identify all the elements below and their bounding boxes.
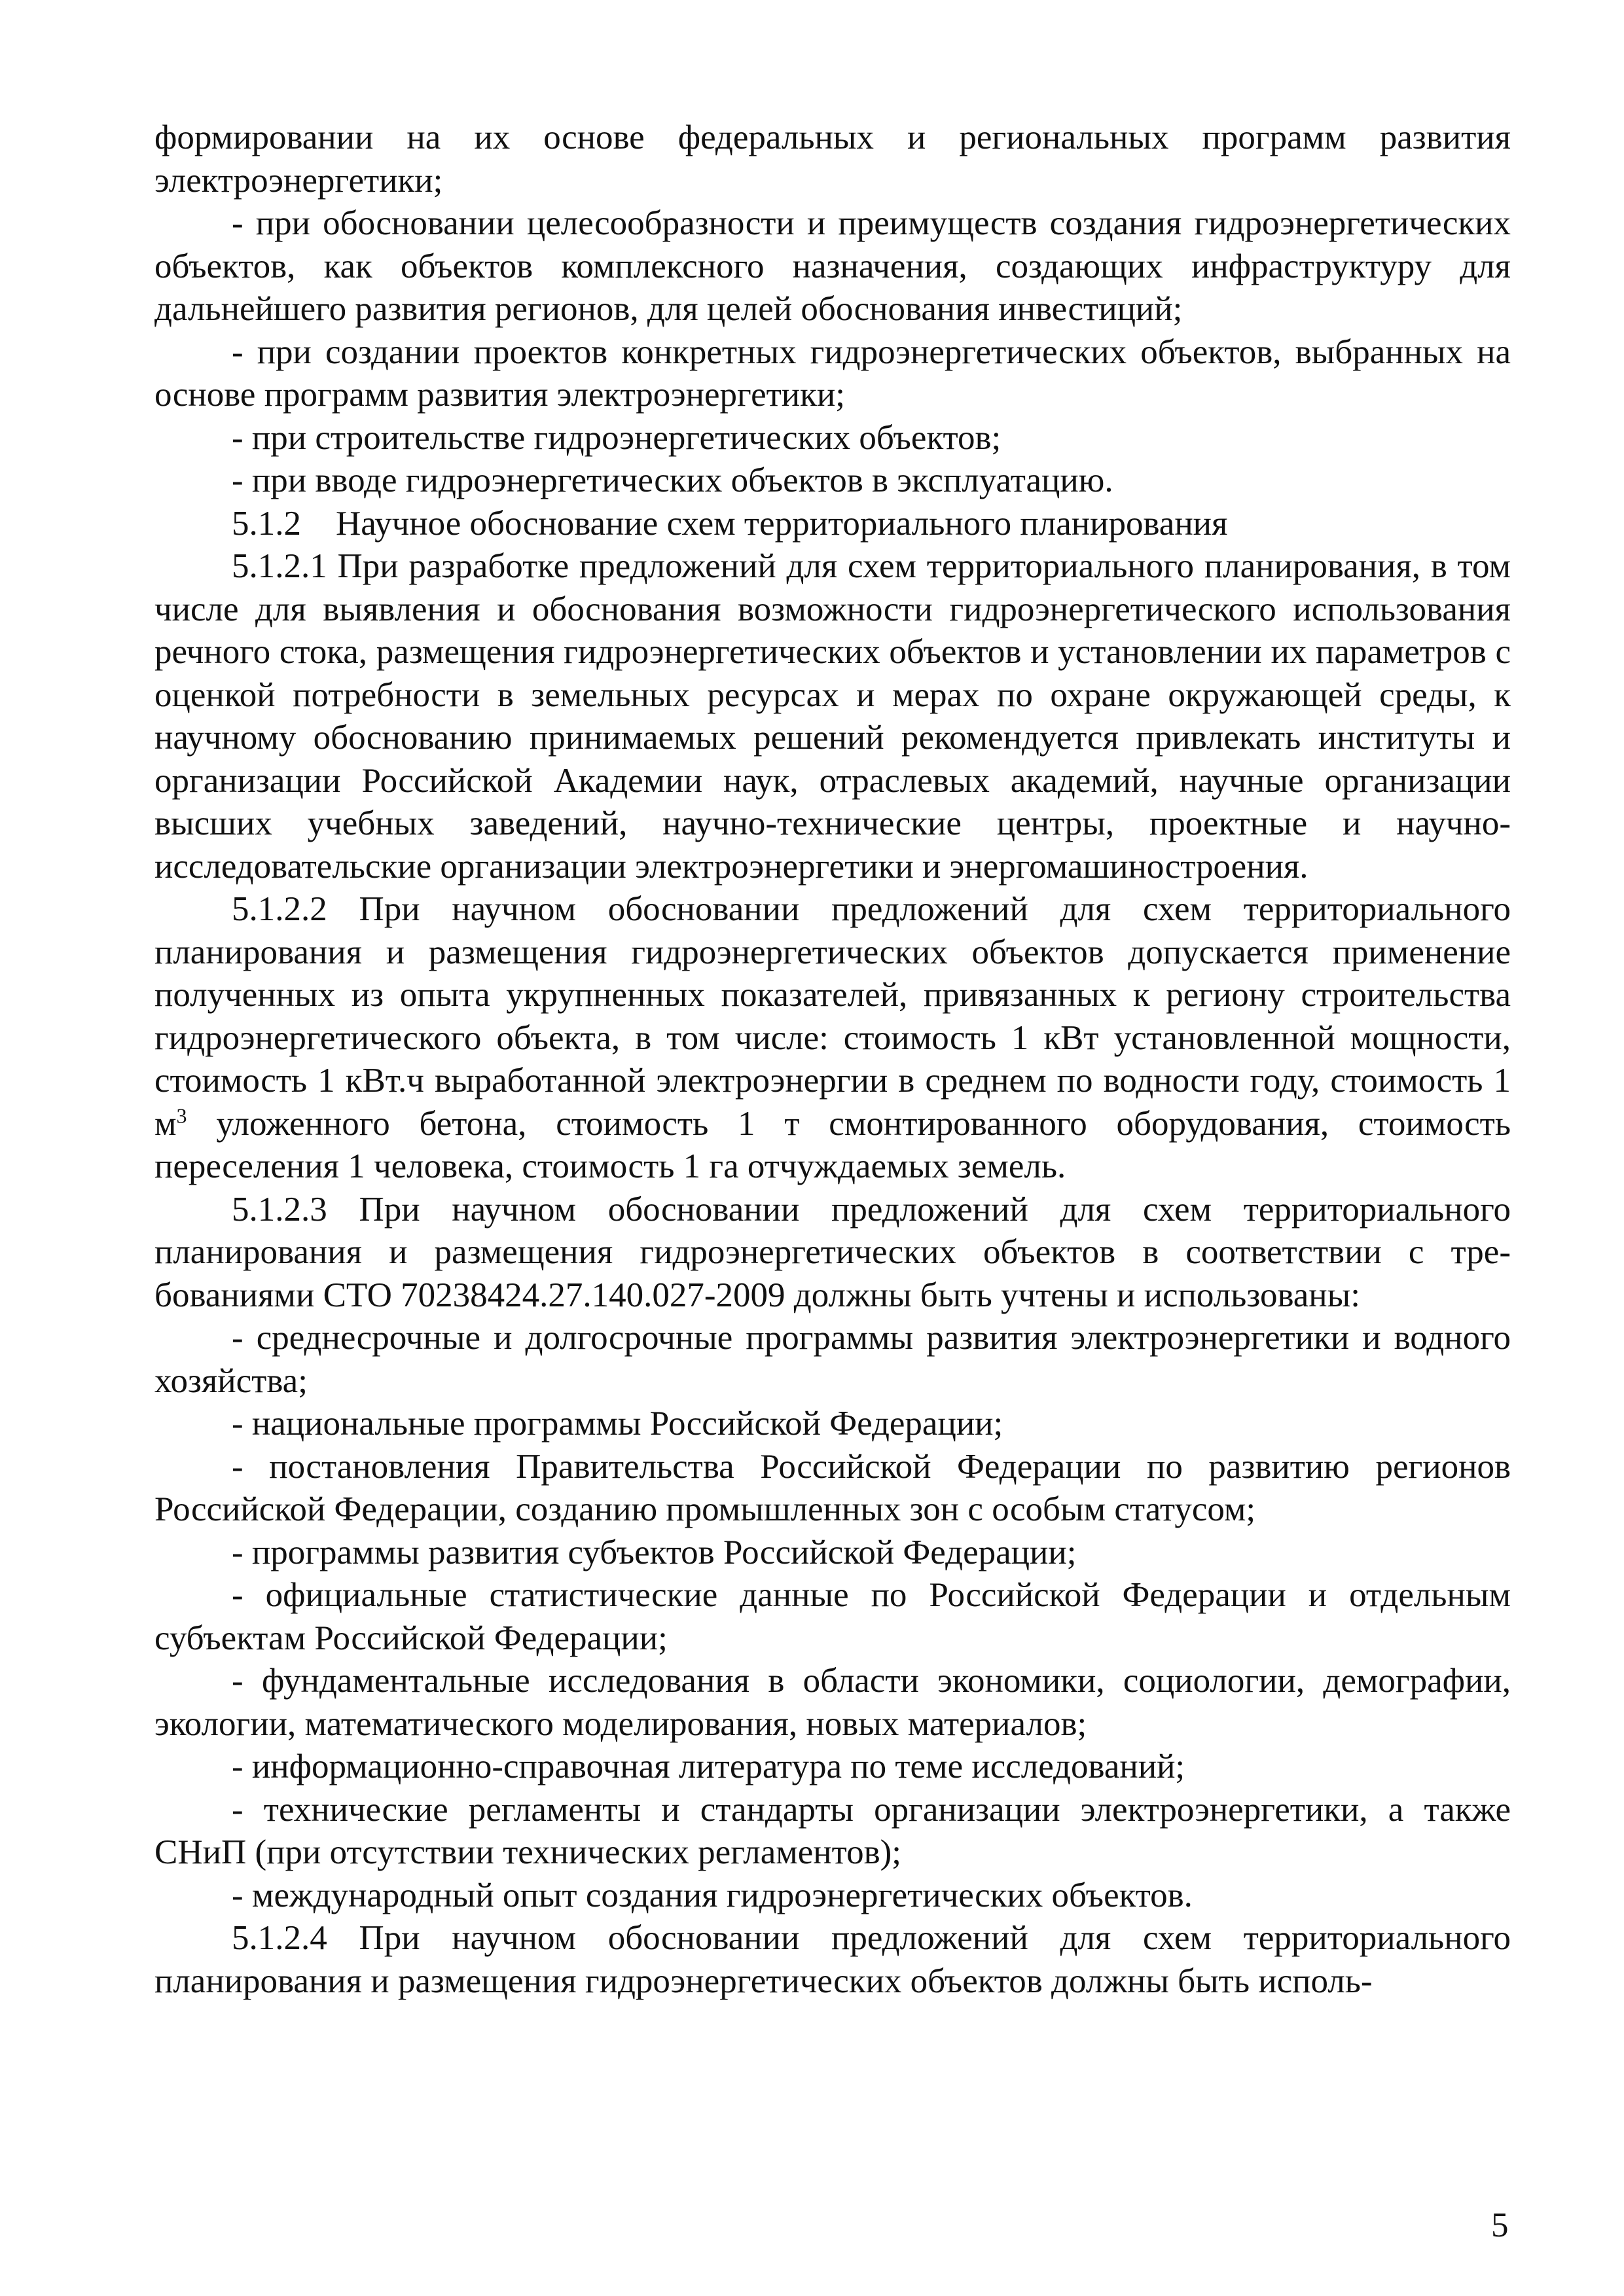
section-heading-5-1-2: 5.1.2 Научное обоснование схем территориального планирования: [232, 504, 1228, 543]
list-item-programs: - среднесрочные и долгосрочные программы развития электроэнергетики и водного хозяйства;: [154, 1319, 1511, 1400]
clause-5-1-2-2-text-a: 5.1.2.2 При научном обосновании предложений для схем территориального планирования и размещения гидроэнергетических объектов допускается применение полученных из опыта укрупненных показателей, привязанных к региону строительства гидроэнергетического объекта, в том числе: стоимость 1 кВт установленной мощности, стоимость 1 кВт.ч выработанной электроэнергии в среднем по водности году, стоимость 1 м: [154, 890, 1511, 1143]
clause-5-1-2-1: 5.1.2.1 При разработке предложений для схем территориального планирования, в том числе для выявления и обоснования возможности гидроэнергетического использования речного стока, размещения гидроэнергетических объектов и установлении их параметров с оценкой потребности в земельных ресурсах и мерах по охране окружающей среды, к научному обоснованию принимаемых решений рекомендуется привлекать институты и организации Российской Академии наук, отраслевых академий, научные организации высших учебных заведений, научно-технические центры, проектные и научно-исследовательские организации электроэнергетики и энергомашиностроения.: [154, 547, 1511, 886]
list-item-national-programs: - национальные программы Российской Федерации;: [232, 1405, 1003, 1443]
clause-5-1-2-2-text-b: уложенного бетона, стоимость 1 т смонтированного оборудования, стоимость переселения 1 человека, стоимость 1 га отчуждаемых земель.: [154, 1104, 1511, 1185]
list-item-projects: - при создании проектов конкретных гидроэнергетических объектов, выбранных на основе программ развития электроэнергетики;: [154, 332, 1511, 414]
list-item-construction: - при строительстве гидроэнергетических объектов;: [232, 418, 1001, 457]
list-item-statistics: - официальные статистические данные по Российской Федерации и отдельным субъектам Российской Федерации;: [154, 1576, 1511, 1657]
clause-5-1-2-3: 5.1.2.3 При научном обосновании предложений для схем территориального планирования и размещения гидроэнергетических объектов в соответствии с требованиями СТО 70238424.27.140.027-2009 должны быть учтены и использованы:: [154, 1190, 1511, 1314]
list-item-government-decrees: - постановления Правительства Российской Федерации по развитию регионов Российской Федерации, созданию промышленных зон с особым статусом;: [154, 1447, 1511, 1528]
list-item-subject-programs: - программы развития субъектов Российской Федерации;: [232, 1533, 1077, 1571]
list-item-commissioning: - при вводе гидроэнергетических объектов в эксплуатацию.: [232, 461, 1113, 499]
clause-5-1-2-4: 5.1.2.4 При научном обосновании предложений для схем территориального планирования и размещения гидроэнергетических объектов должны быть исполь-: [154, 1919, 1511, 2000]
document-body: [154, 117, 1511, 2003]
list-item-feasibility: - при обосновании целесообразности и преимуществ создания гидроэнергетических объектов, как объектов комплексного назначения, создающих инфраструктуру для дальнейшего развития регионов, для целей обоснования инвестиций;: [154, 204, 1511, 328]
list-item-international-experience: - международный опыт создания гидроэнергетических объектов.: [232, 1876, 1193, 1914]
list-item-research: - фундаментальные исследования в области экономики, социологии, демографии, экологии, математического моделирования, новых материалов;: [154, 1662, 1511, 1743]
list-item-literature: - информационно-справочная литература по теме исследований;: [232, 1748, 1185, 1785]
cubic-superscript: 3: [176, 1103, 187, 1127]
clause-5-1-2-2: [154, 888, 1511, 1189]
paragraph-continuation: формировании на их основе федеральных и региональных программ развития электроэнергетики;: [154, 118, 1511, 200]
list-item-regulations: - технические регламенты и стандарты организации электроэнергетики, а также СНиП (при отсутствии технических регламентов);: [154, 1790, 1511, 1871]
page-number: 5: [1491, 2206, 1509, 2244]
